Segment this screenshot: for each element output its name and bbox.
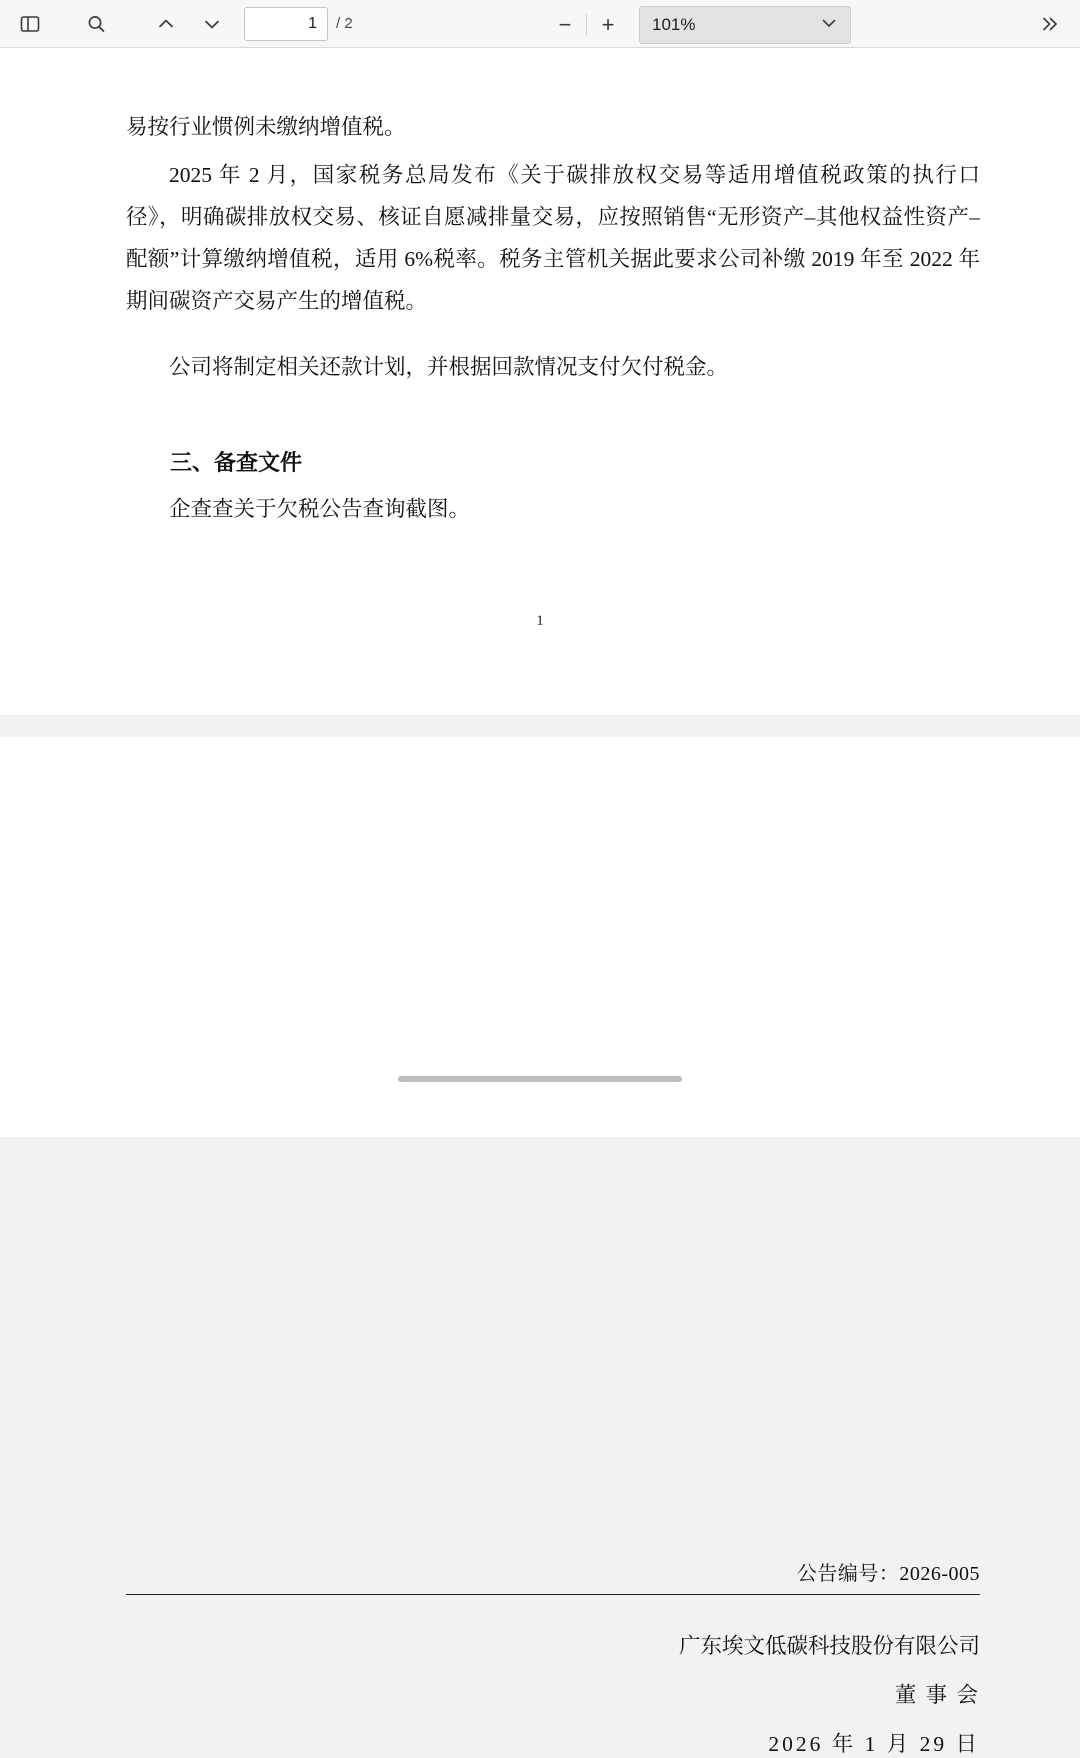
announcement-date: 2026 年 1 月 29 日 <box>768 1732 980 1756</box>
horizontal-scrollbar[interactable] <box>0 1074 1080 1084</box>
page-number-input[interactable] <box>244 7 328 41</box>
header-rule <box>126 1594 980 1595</box>
search-icon[interactable] <box>74 6 118 42</box>
horizontal-scrollbar-thumb[interactable] <box>398 1076 682 1082</box>
next-page-icon[interactable] <box>190 6 234 42</box>
pdf-page-1 <box>0 48 1080 715</box>
chevron-down-icon <box>820 14 838 37</box>
sidebar-toggle-icon[interactable] <box>8 6 52 42</box>
pdf-viewer[interactable] <box>0 48 1080 1756</box>
zoom-in-button[interactable]: + <box>601 12 615 37</box>
page-folio-number: 1 <box>536 613 544 629</box>
page-separator <box>0 715 1080 737</box>
company-name: 广东埃文低碳科技股份有限公司 <box>678 1634 980 1658</box>
zoom-controls <box>548 6 851 44</box>
previous-page-icon[interactable] <box>144 6 188 42</box>
page-count-label: / 2 <box>336 15 353 32</box>
more-tools-icon[interactable] <box>1030 6 1070 42</box>
paragraph-1: 2025 年 2 月，国家税务总局发布《关于碳排放权交易等适用增值税政策的执行口径》，明确碳排放权交易、核证自愿减排量交易，应按照销售“无形资产–其他权益性资产–配额”计算缴纳增值税，适用 6%税率。税务主管机关据此要求公司补缴 2019 年至 2022 年期间碳资产交易产生的增值税。 <box>126 163 980 313</box>
zoom-divider <box>586 14 587 36</box>
paragraph-continuation: 易按行业惯例未缴纳增值税。 <box>126 115 406 139</box>
zoom-level-value: 101% <box>652 15 696 34</box>
zoom-out-button[interactable]: − <box>558 12 572 37</box>
section-heading-3: 三、备查文件 <box>170 450 303 475</box>
paragraph-3: 企查查关于欠税公告查询截图。 <box>169 497 471 521</box>
pdf-toolbar <box>0 0 1080 48</box>
notice-number: 公告编号：2026-005 <box>796 1563 980 1585</box>
paragraph-2: 公司将制定相关还款计划，并根据回款情况支付欠付税金。 <box>169 355 729 379</box>
board-of-directors: 董 事 会 <box>894 1683 980 1707</box>
zoom-level-select[interactable] <box>639 6 851 44</box>
